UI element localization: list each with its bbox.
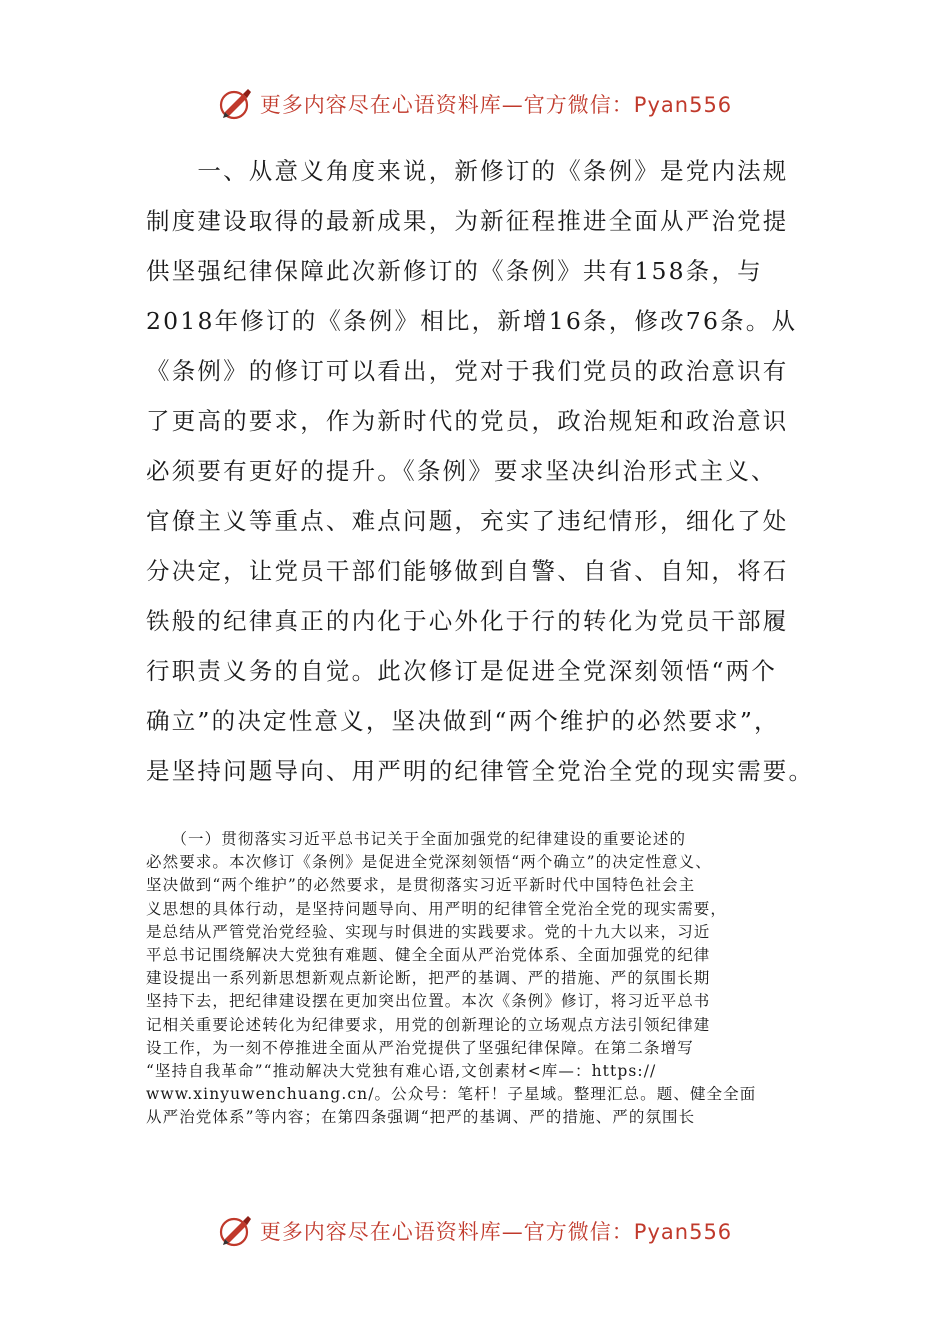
main-line: 是坚持问题导向、用严明的纪律管全党治全党的现实需要。 <box>146 757 815 785</box>
main-line: 2018年修订的《条例》相比，新增16条，修改76条。从 <box>146 307 798 335</box>
main-line: 一、从意义角度来说，新修订的《条例》是党内法规 <box>146 157 789 185</box>
detail-line: 坚持下去，把纪律建设摆在更加突出位置。本次《条例》修订，将习近平总书 <box>146 992 711 1011</box>
main-line: 制度建设取得的最新成果，为新征程推进全面从严治党提 <box>146 207 789 235</box>
header-banner <box>0 84 950 124</box>
detail-line: 是总结从严管党治党经验、实现与时俱进的实践要求。党的十九大以来，习近 <box>146 922 711 941</box>
detail-line: 必然要求。本次修订《条例》是促进全党深刻领悟“两个确立”的决定性意义、 <box>146 853 712 872</box>
main-line: 《条例》的修订可以看出，党对于我们党员的政治意识有 <box>146 357 789 385</box>
detail-line: 建设提出一系列新思想新观点新论断，把严的基调、严的措施、严的氛围长期 <box>146 969 711 988</box>
main-line: 供坚强纪律保障此次新修订的《条例》共有158条，与 <box>146 257 763 285</box>
pen-logo-icon <box>218 1213 254 1249</box>
detail-line: 记相关重要论述转化为纪律要求，用党的创新理论的立场观点方法引领纪律建 <box>146 1015 711 1034</box>
detail-line: （一）贯彻落实习近平总书记关于全面加强党的纪律建设的重要论述的 <box>146 830 687 848</box>
banner-text: 更多内容尽在心语资料库—官方微信：Pyan556 <box>259 93 733 117</box>
detail-paragraph <box>146 828 806 1129</box>
detail-line: 坚决做到“两个维护”的必然要求，是贯彻落实习近平新时代中国特色社会主 <box>146 876 696 895</box>
main-line: 了更高的要求，作为新时代的党员，政治规矩和政治意识 <box>146 407 789 435</box>
detail-line: 平总书记围绕解决大党独有难题、健全全面从严治党体系、全面加强党的纪律 <box>146 945 711 964</box>
main-line: 行职责义务的自觉。此次修订是促进全党深刻领悟“两个 <box>146 657 778 685</box>
main-line: 分决定，让党员干部们能够做到自警、自省、自知，将石 <box>146 557 789 585</box>
banner-text: 更多内容尽在心语资料库—官方微信：Pyan556 <box>259 1220 733 1244</box>
main-line: 官僚主义等重点、难点问题，充实了违纪情形，细化了处 <box>146 507 789 535</box>
detail-line: 义思想的具体行动，是坚持问题导向、用严明的纪律管全党治全党的现实需要， <box>146 899 728 918</box>
main-line: 铁般的纪律真正的内化于心外化于行的转化为党员干部履 <box>146 607 789 635</box>
detail-line: 设工作，为一刻不停推进全面从严治党提供了坚强纪律保障。在第二条增写 <box>146 1038 694 1057</box>
pen-logo-icon <box>218 86 254 122</box>
detail-line: “坚持自我革命”“推动解决大党独有难心语,文创素材<库—：https:// <box>146 1061 657 1080</box>
main-line: 确立”的决定性意义，坚决做到“两个维护的必然要求”， <box>146 707 780 735</box>
main-paragraph <box>146 146 815 796</box>
detail-line: www.xinyuwenchuang.cn/。公众号：笔杆！子星域。整理汇总。题、健全全面 <box>146 1085 757 1104</box>
detail-line: 从严治党体系”等内容；在第四条强调“把严的基调、严的措施、严的氛围长 <box>146 1108 696 1127</box>
main-line: 必须要有更好的提升。《条例》要求坚决纠治形式主义、 <box>146 457 777 485</box>
footer-banner <box>0 1211 950 1251</box>
